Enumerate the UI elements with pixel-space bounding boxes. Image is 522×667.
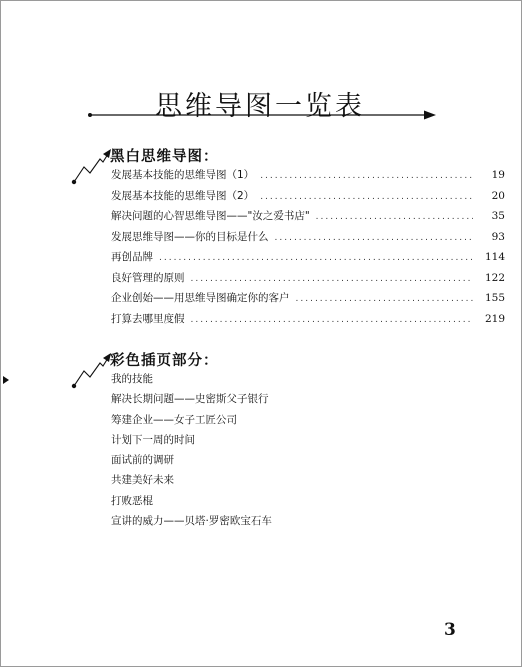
toc-entry-title: 发展思维导图——你的目标是什么 bbox=[111, 230, 269, 243]
toc-entry-page: 155 bbox=[484, 292, 505, 304]
page-number: 3 bbox=[444, 620, 456, 640]
insert-list bbox=[111, 371, 505, 533]
dot-leader bbox=[296, 294, 474, 304]
toc-entry-title: 解决问题的心智思维导图——"汝之爱书店" bbox=[111, 210, 310, 222]
zigzag-arrow-icon bbox=[70, 349, 114, 391]
toc-entry-title: 再创品牌 bbox=[111, 251, 153, 263]
dot-leader bbox=[159, 253, 473, 263]
dot-leader bbox=[275, 233, 474, 243]
section-heading: 黑白思维导图： bbox=[110, 149, 219, 165]
toc-entry[interactable] bbox=[111, 167, 505, 188]
toc-entry[interactable] bbox=[111, 290, 505, 311]
list-item[interactable]: 共建美好未来 bbox=[111, 474, 174, 487]
dot-leader bbox=[191, 315, 474, 325]
zigzag-arrow-icon bbox=[70, 145, 114, 187]
list-item[interactable]: 计划下一周的时间 bbox=[111, 433, 195, 446]
toc-entry[interactable] bbox=[111, 311, 505, 332]
toc-entry[interactable] bbox=[111, 229, 505, 250]
toc-entry[interactable] bbox=[111, 270, 505, 291]
toc-entry-page: 20 bbox=[491, 189, 505, 202]
toc-list bbox=[111, 167, 505, 331]
toc-entry-page: 122 bbox=[484, 271, 505, 284]
list-item[interactable]: 宣讲的威力——贝塔·罗密欧宝石车 bbox=[111, 515, 272, 528]
toc-entry-title: 良好管理的原则 bbox=[111, 271, 185, 284]
list-item[interactable]: 我的技能 bbox=[111, 373, 153, 385]
dot-leader bbox=[260, 192, 473, 202]
list-item[interactable]: 面试前的调研 bbox=[111, 454, 174, 467]
list-item[interactable]: 打败恶棍 bbox=[111, 494, 153, 507]
dot-leader bbox=[191, 274, 474, 284]
page-title: 思维导图一览表 bbox=[155, 91, 365, 122]
toc-entry[interactable] bbox=[111, 249, 505, 270]
section-heading: 彩色插页部分： bbox=[110, 353, 219, 369]
toc-entry-title: 发展基本技能的思维导图（1） bbox=[111, 169, 255, 181]
toc-entry-page: 219 bbox=[484, 312, 505, 325]
margin-triangle-icon bbox=[3, 376, 9, 384]
toc-entry[interactable] bbox=[111, 188, 505, 209]
toc-entry-title: 打算去哪里度假 bbox=[111, 312, 185, 325]
dot-leader bbox=[316, 212, 473, 222]
toc-entry-page: 93 bbox=[491, 230, 505, 243]
toc-entry-page: 114 bbox=[484, 251, 505, 263]
list-item[interactable]: 解决长期问题——史密斯父子银行 bbox=[111, 393, 269, 406]
toc-entry-title: 企业创始——用思维导图确定你的客户 bbox=[111, 292, 290, 304]
toc-entry-title: 发展基本技能的思维导图（2） bbox=[111, 189, 255, 202]
toc-entry[interactable] bbox=[111, 208, 505, 229]
toc-entry-page: 19 bbox=[491, 169, 505, 181]
title-underline-arrow bbox=[88, 108, 436, 122]
list-item[interactable]: 筹建企业——女子工匠公司 bbox=[111, 413, 237, 426]
toc-entry-page: 35 bbox=[491, 210, 505, 222]
dot-leader bbox=[260, 171, 473, 181]
